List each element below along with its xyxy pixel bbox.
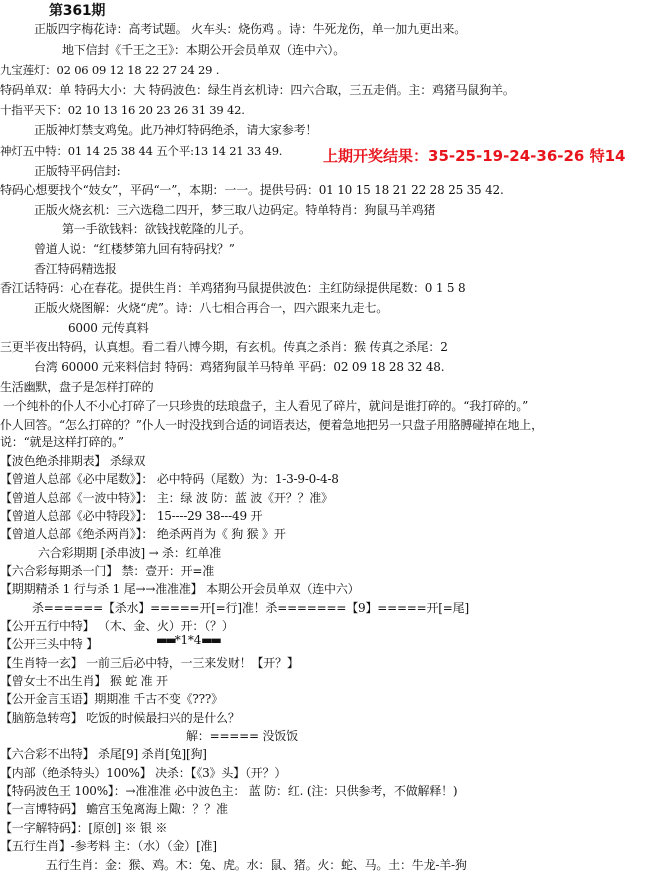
text-line: 【一言博特码】 蟾宫玉兔离海上陬：？？准: [0, 802, 228, 816]
last-result-highlight: 上期开奖结果：35-25-19-24-36-26 特14: [323, 147, 626, 165]
text-line: 特码单双：单 特码大小：大 特码波色：绿生肖玄机诗：四六合取，三五走俏。主：鸡猪马鼠狗羊。: [0, 83, 515, 97]
text-line: 仆人回答。“怎么打碎的？”仆人一时没找到合适的词语表达，便着急地把另一只盘子用胳膊碰掉在地上，: [0, 418, 543, 432]
bar-glyph: ▬▬: [201, 633, 220, 647]
text-line: 六合彩期期 [杀串波] → 杀：红单准: [38, 546, 222, 560]
text-line: 正版神灯禁支鸡兔。此乃神灯特码绝杀，请大家参考！: [34, 123, 318, 137]
text-line: 【期期精杀 1 行与杀 1 尾→→准准准】 本期公开会员单双（连中六）: [0, 582, 360, 596]
text-line: 【波色绝杀排期表】 杀绿双: [0, 454, 146, 468]
blurred-code-bars: [156, 633, 220, 647]
text-line: 6000 元传真料: [68, 321, 149, 335]
text-line: 【曾道人总部《必中尾数》】： 必中特码（尾数）为：1-3-9-0-4-8: [0, 472, 339, 486]
text-line: 【六合彩不出特】 杀尾[9] 杀肖[兔][狗]: [0, 747, 207, 761]
text-line: 香江话特码：心在春花。提供生肖：羊鸡猪狗马鼠提供波色：主红防绿提供尾数：0 1 5 8: [0, 281, 466, 295]
text-line: 正版四字梅花诗：高考试题。 火车头：烧伤鸡 。诗：牛死龙伤，单一加九更出来。: [34, 22, 467, 36]
text-line: 【公开金言玉语】期期准 千古不变《???》: [0, 692, 223, 706]
text-line: 三更半夜出特码，认真想。看二看八博今期，有玄机。传真之杀肖：猴 传真之杀尾：2: [0, 340, 448, 354]
text-line: 一个纯朴的仆人不小心打碎了一只珍贵的珐琅盘子，主人看见了碎片，就问是谁打碎的。“我打碎的。”: [3, 399, 529, 413]
text-line: 【曾道人总部《必中特段》】： 15----29 38---49 开: [0, 509, 263, 523]
text-line: 神灯五中特：01 14 25 38 44 五个平:13 14 21 33 49.: [0, 144, 283, 158]
text-line: 解：===== 没饭饭: [186, 729, 298, 743]
text-line: 【曾道人总部《绝杀两肖》】： 绝杀两肖为《 狗 猴 》开: [0, 527, 286, 541]
text-line: 【公开五行中特】 （木、金、火）开：（？）: [0, 619, 234, 633]
code-text: *1*4: [174, 633, 202, 647]
text-line: 【特码波色王 100%】：→准准准 必中波色主： 蓝 防：红. (注：只供参考，不做解释！): [0, 784, 458, 798]
text-line: 台湾 60000 元来料信封 特码：鸡猪狗鼠羊马特单 平码：02 09 18 28 32 48.: [34, 360, 445, 374]
text-line: 曾道人说：“红楼梦第九回有特码找？”: [34, 242, 235, 256]
text-line: 【公开三头中特 】: [0, 637, 99, 651]
text-line: 十指平天下：02 10 13 16 20 23 26 31 39 42.: [0, 103, 245, 117]
text-line: 特码心想要找个“妓女”，平码“一”，本期：一一。提供号码：01 10 15 18 21 22 28 25 35 42.: [0, 183, 504, 197]
text-line: 五行生肖：金：猴、鸡。木：兔、虎。水：鼠、猪。火：蛇、马。土：牛龙-羊-狗: [46, 858, 467, 872]
text-line: 生活幽默，盘子是怎样打碎的: [0, 380, 154, 394]
text-line: 【内部（绝杀特头）100%】 决杀：【《3》头】（开？）: [0, 766, 287, 780]
text-line: 杀======【杀水】=====开[=行]准！杀=======【9】=====开[=尾]: [32, 601, 469, 615]
text-line: 说：“就是这样打碎的。”: [0, 435, 124, 449]
text-line: 【曾女士不出生肖】 猴 蛇 准 开: [0, 674, 168, 688]
text-line: 九宝莲灯：02 06 09 12 18 22 27 24 29 .: [0, 63, 220, 77]
text-line: 【脑筋急转弯】 吃饭的时候最扫兴的是什么？: [0, 711, 240, 725]
text-line: 第一手欲钱料：欲钱找乾隆的儿子。: [62, 222, 251, 236]
text-line: 【生肖特一玄】 一前三后必中特，一三来发财！【开？】: [0, 656, 299, 670]
text-line: 地下信封《千王之王》：本期公开会员单双（连中六）。: [62, 43, 346, 57]
text-line: 正版火烧玄机：三六选稳二四开，梦三取八边码定。特单特肖：狗鼠马羊鸡猪: [34, 203, 436, 217]
text-line: 【曾道人总部《一波中特》】： 主：绿 波 防：蓝 波《开？？准》: [0, 491, 333, 505]
text-line: 正版火烧图解：火烧“虎”。诗：八七相合再合一，四六跟来九走七。: [34, 301, 389, 315]
text-line: 【六合彩每期杀一门】 禁：壹开：开=准: [0, 564, 215, 578]
text-line: 【一字解特码】：[原创] ※ 银 ※: [0, 821, 168, 835]
text-line: 正版特平码信封:: [34, 164, 121, 178]
issue-title: 第361期: [49, 3, 106, 19]
bar-glyph: ▬▬: [156, 633, 175, 647]
text-line: 香江特码精选报: [34, 262, 117, 276]
text-line: 【五行生肖】-参考料 主：（水）（金）[准]: [0, 839, 217, 853]
